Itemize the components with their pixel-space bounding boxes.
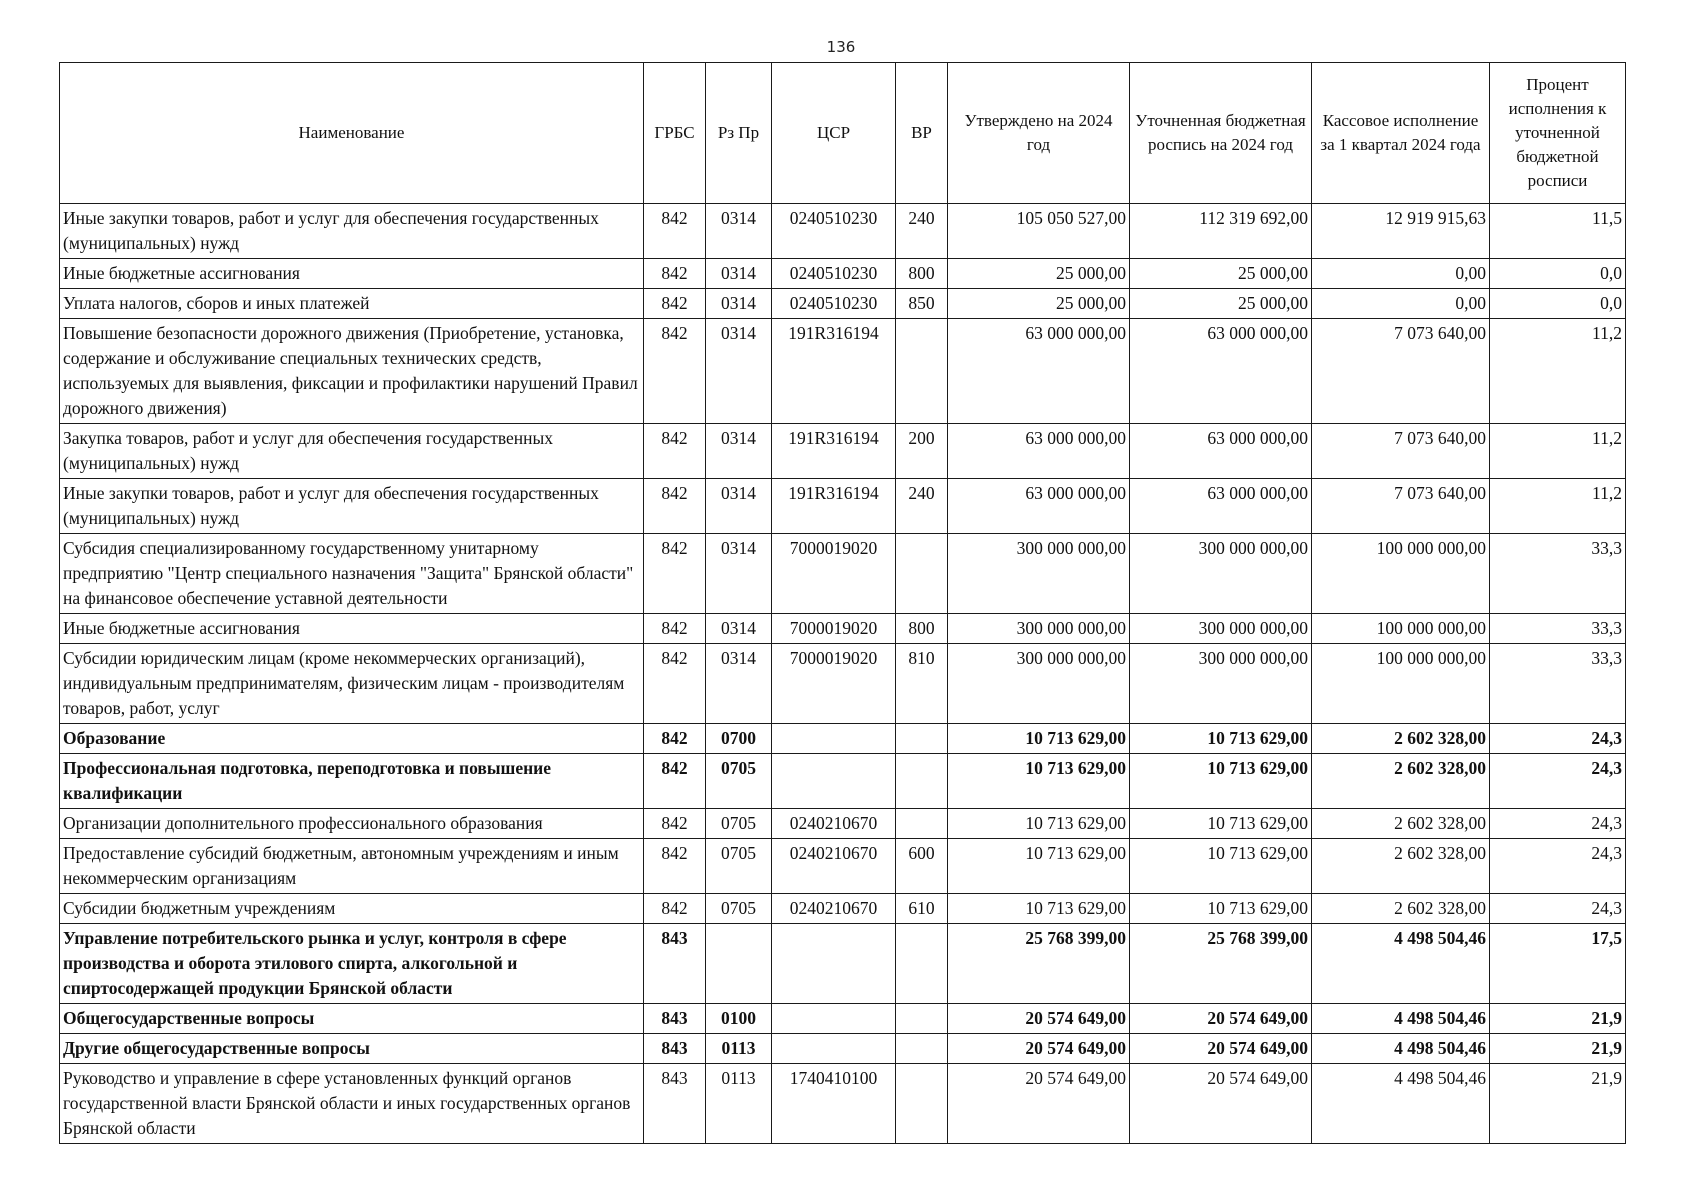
cell-grbs: 842 xyxy=(644,894,706,924)
cell-vr xyxy=(896,534,948,614)
cell-grbs: 843 xyxy=(644,1034,706,1064)
cell-csr: 191R316194 xyxy=(772,479,896,534)
cell-refined: 300 000 000,00 xyxy=(1130,644,1312,724)
cell-approved: 20 574 649,00 xyxy=(948,1004,1130,1034)
cell-executed: 2 602 328,00 xyxy=(1312,839,1490,894)
cell-name: Иные бюджетные ассигнования xyxy=(60,259,644,289)
cell-percent: 21,9 xyxy=(1490,1004,1626,1034)
cell-vr: 240 xyxy=(896,479,948,534)
cell-csr: 191R316194 xyxy=(772,424,896,479)
cell-approved: 10 713 629,00 xyxy=(948,894,1130,924)
cell-approved: 63 000 000,00 xyxy=(948,479,1130,534)
cell-refined: 20 574 649,00 xyxy=(1130,1034,1312,1064)
header-grbs: ГРБС xyxy=(644,63,706,204)
cell-vr xyxy=(896,924,948,1004)
cell-vr xyxy=(896,319,948,424)
cell-percent: 11,2 xyxy=(1490,479,1626,534)
cell-name: Предоставление субсидий бюджетным, автономным учреждениям и иным некоммерческим организациям xyxy=(60,839,644,894)
table-row xyxy=(60,289,1626,319)
cell-approved: 300 000 000,00 xyxy=(948,644,1130,724)
cell-name: Профессиональная подготовка, переподготовка и повышение квалификации xyxy=(60,754,644,809)
table-row xyxy=(60,894,1626,924)
header-refined: Уточненная бюджетная роспись на 2024 год xyxy=(1130,63,1312,204)
page-number: 136 xyxy=(826,38,856,56)
cell-refined: 10 713 629,00 xyxy=(1130,809,1312,839)
cell-rzpr: 0314 xyxy=(706,614,772,644)
cell-refined: 25 000,00 xyxy=(1130,289,1312,319)
cell-rzpr: 0113 xyxy=(706,1064,772,1144)
cell-csr xyxy=(772,1004,896,1034)
cell-grbs: 842 xyxy=(644,424,706,479)
cell-approved: 105 050 527,00 xyxy=(948,204,1130,259)
cell-executed: 100 000 000,00 xyxy=(1312,534,1490,614)
header-row xyxy=(60,63,1626,204)
cell-vr: 610 xyxy=(896,894,948,924)
cell-name: Другие общегосударственные вопросы xyxy=(60,1034,644,1064)
cell-executed: 0,00 xyxy=(1312,289,1490,319)
header-name: Наименование xyxy=(60,63,644,204)
cell-csr: 0240210670 xyxy=(772,839,896,894)
cell-name: Руководство и управление в сфере установленных функций органов государственной власти Брянской области и иных государственных органов Брянской области xyxy=(60,1064,644,1144)
cell-name: Иные закупки товаров, работ и услуг для обеспечения государственных (муниципальных) нужд xyxy=(60,479,644,534)
cell-rzpr: 0314 xyxy=(706,424,772,479)
cell-vr: 850 xyxy=(896,289,948,319)
cell-approved: 20 574 649,00 xyxy=(948,1034,1130,1064)
cell-grbs: 843 xyxy=(644,1064,706,1144)
cell-grbs: 842 xyxy=(644,259,706,289)
cell-approved: 25 000,00 xyxy=(948,259,1130,289)
cell-vr xyxy=(896,724,948,754)
budget-table xyxy=(59,62,1626,1144)
cell-name: Закупка товаров, работ и услуг для обеспечения государственных (муниципальных) нужд xyxy=(60,424,644,479)
cell-approved: 25 768 399,00 xyxy=(948,924,1130,1004)
table-row xyxy=(60,614,1626,644)
cell-name: Повышение безопасности дорожного движения (Приобретение, установка, содержание и обслуживание специальных технических средств, используемых для выявления, фиксации и профилактики нарушений Правил дорожного движения) xyxy=(60,319,644,424)
cell-executed: 7 073 640,00 xyxy=(1312,479,1490,534)
cell-refined: 20 574 649,00 xyxy=(1130,1004,1312,1034)
cell-percent: 11,2 xyxy=(1490,319,1626,424)
cell-name: Организации дополнительного профессионального образования xyxy=(60,809,644,839)
table-row xyxy=(60,319,1626,424)
cell-csr: 0240210670 xyxy=(772,894,896,924)
cell-grbs: 842 xyxy=(644,534,706,614)
cell-csr: 7000019020 xyxy=(772,644,896,724)
cell-approved: 10 713 629,00 xyxy=(948,724,1130,754)
cell-refined: 25 768 399,00 xyxy=(1130,924,1312,1004)
cell-name: Общегосударственные вопросы xyxy=(60,1004,644,1034)
cell-csr: 7000019020 xyxy=(772,534,896,614)
cell-name: Субсидии юридическим лицам (кроме некоммерческих организаций), индивидуальным предпринимателям, физическим лицам - производителям товаров, работ, услуг xyxy=(60,644,644,724)
cell-refined: 10 713 629,00 xyxy=(1130,724,1312,754)
cell-rzpr: 0705 xyxy=(706,754,772,809)
cell-rzpr: 0314 xyxy=(706,289,772,319)
cell-percent: 24,3 xyxy=(1490,839,1626,894)
cell-executed: 4 498 504,46 xyxy=(1312,1064,1490,1144)
cell-percent: 24,3 xyxy=(1490,724,1626,754)
cell-csr: 0240510230 xyxy=(772,259,896,289)
cell-rzpr: 0705 xyxy=(706,839,772,894)
cell-refined: 112 319 692,00 xyxy=(1130,204,1312,259)
cell-vr xyxy=(896,754,948,809)
cell-csr xyxy=(772,1034,896,1064)
cell-approved: 300 000 000,00 xyxy=(948,534,1130,614)
cell-csr: 0240510230 xyxy=(772,289,896,319)
cell-rzpr: 0314 xyxy=(706,479,772,534)
cell-vr: 240 xyxy=(896,204,948,259)
cell-executed: 100 000 000,00 xyxy=(1312,614,1490,644)
cell-grbs: 842 xyxy=(644,204,706,259)
cell-approved: 63 000 000,00 xyxy=(948,319,1130,424)
cell-grbs: 842 xyxy=(644,809,706,839)
cell-refined: 25 000,00 xyxy=(1130,259,1312,289)
cell-rzpr: 0705 xyxy=(706,894,772,924)
cell-csr: 0240510230 xyxy=(772,204,896,259)
cell-grbs: 842 xyxy=(644,754,706,809)
cell-vr: 600 xyxy=(896,839,948,894)
cell-name: Уплата налогов, сборов и иных платежей xyxy=(60,289,644,319)
header-csr: ЦСР xyxy=(772,63,896,204)
cell-executed: 7 073 640,00 xyxy=(1312,424,1490,479)
cell-executed: 0,00 xyxy=(1312,259,1490,289)
cell-name: Управление потребительского рынка и услуг, контроля в сфере производства и оборота этилового спирта, алкогольной и спиртосодержащей продукции Брянской области xyxy=(60,924,644,1004)
cell-executed: 4 498 504,46 xyxy=(1312,924,1490,1004)
cell-percent: 24,3 xyxy=(1490,754,1626,809)
cell-refined: 10 713 629,00 xyxy=(1130,894,1312,924)
cell-percent: 21,9 xyxy=(1490,1064,1626,1144)
cell-name: Образование xyxy=(60,724,644,754)
cell-rzpr: 0314 xyxy=(706,204,772,259)
cell-executed: 100 000 000,00 xyxy=(1312,644,1490,724)
table-row xyxy=(60,204,1626,259)
cell-vr xyxy=(896,1064,948,1144)
table-row xyxy=(60,1004,1626,1034)
cell-refined: 63 000 000,00 xyxy=(1130,424,1312,479)
cell-grbs: 843 xyxy=(644,924,706,1004)
cell-percent: 17,5 xyxy=(1490,924,1626,1004)
table-row xyxy=(60,259,1626,289)
cell-percent: 24,3 xyxy=(1490,894,1626,924)
cell-csr: 7000019020 xyxy=(772,614,896,644)
cell-csr: 0240210670 xyxy=(772,809,896,839)
cell-rzpr: 0314 xyxy=(706,259,772,289)
cell-percent: 33,3 xyxy=(1490,534,1626,614)
cell-vr xyxy=(896,809,948,839)
cell-rzpr: 0314 xyxy=(706,319,772,424)
cell-refined: 10 713 629,00 xyxy=(1130,754,1312,809)
cell-percent: 33,3 xyxy=(1490,644,1626,724)
cell-executed: 4 498 504,46 xyxy=(1312,1004,1490,1034)
cell-approved: 63 000 000,00 xyxy=(948,424,1130,479)
cell-percent: 0,0 xyxy=(1490,259,1626,289)
header-approved: Утверждено на 2024 год xyxy=(948,63,1130,204)
cell-approved: 10 713 629,00 xyxy=(948,809,1130,839)
cell-executed: 7 073 640,00 xyxy=(1312,319,1490,424)
header-rzpr: Рз Пр xyxy=(706,63,772,204)
table-row xyxy=(60,1064,1626,1144)
cell-rzpr: 0314 xyxy=(706,534,772,614)
cell-approved: 300 000 000,00 xyxy=(948,614,1130,644)
cell-vr: 200 xyxy=(896,424,948,479)
cell-percent: 11,5 xyxy=(1490,204,1626,259)
cell-name: Иные закупки товаров, работ и услуг для обеспечения государственных (муниципальных) нужд xyxy=(60,204,644,259)
cell-csr xyxy=(772,924,896,1004)
cell-grbs: 842 xyxy=(644,614,706,644)
cell-vr xyxy=(896,1004,948,1034)
table-row xyxy=(60,424,1626,479)
cell-grbs: 842 xyxy=(644,319,706,424)
cell-percent: 24,3 xyxy=(1490,809,1626,839)
cell-percent: 21,9 xyxy=(1490,1034,1626,1064)
table-row xyxy=(60,839,1626,894)
table-body xyxy=(60,204,1626,1144)
cell-rzpr: 0700 xyxy=(706,724,772,754)
table-row xyxy=(60,809,1626,839)
cell-grbs: 842 xyxy=(644,479,706,534)
cell-refined: 63 000 000,00 xyxy=(1130,479,1312,534)
cell-refined: 63 000 000,00 xyxy=(1130,319,1312,424)
cell-rzpr: 0100 xyxy=(706,1004,772,1034)
table-row xyxy=(60,924,1626,1004)
cell-grbs: 842 xyxy=(644,724,706,754)
table-row xyxy=(60,724,1626,754)
header-percent: Процент исполнения к уточненной бюджетной росписи xyxy=(1490,63,1626,204)
cell-rzpr: 0314 xyxy=(706,644,772,724)
cell-executed: 4 498 504,46 xyxy=(1312,1034,1490,1064)
cell-csr xyxy=(772,724,896,754)
cell-approved: 20 574 649,00 xyxy=(948,1064,1130,1144)
cell-csr: 1740410100 xyxy=(772,1064,896,1144)
cell-name: Иные бюджетные ассигнования xyxy=(60,614,644,644)
cell-vr xyxy=(896,1034,948,1064)
cell-name: Субсидия специализированному государственному унитарному предприятию "Центр специального назначения "Защита" Брянской области" на финансовое обеспечение уставной деятельности xyxy=(60,534,644,614)
cell-vr: 800 xyxy=(896,614,948,644)
table-row xyxy=(60,479,1626,534)
cell-approved: 10 713 629,00 xyxy=(948,839,1130,894)
cell-executed: 2 602 328,00 xyxy=(1312,809,1490,839)
cell-percent: 33,3 xyxy=(1490,614,1626,644)
cell-approved: 25 000,00 xyxy=(948,289,1130,319)
cell-rzpr: 0113 xyxy=(706,1034,772,1064)
cell-grbs: 842 xyxy=(644,839,706,894)
cell-rzpr: 0705 xyxy=(706,809,772,839)
cell-csr xyxy=(772,754,896,809)
table-row xyxy=(60,644,1626,724)
cell-executed: 2 602 328,00 xyxy=(1312,724,1490,754)
cell-refined: 10 713 629,00 xyxy=(1130,839,1312,894)
cell-refined: 300 000 000,00 xyxy=(1130,534,1312,614)
table-row xyxy=(60,534,1626,614)
table-row xyxy=(60,1034,1626,1064)
header-executed: Кассовое исполнение за 1 квартал 2024 года xyxy=(1312,63,1490,204)
cell-percent: 0,0 xyxy=(1490,289,1626,319)
header-vr: ВР xyxy=(896,63,948,204)
cell-name: Субсидии бюджетным учреждениям xyxy=(60,894,644,924)
cell-rzpr xyxy=(706,924,772,1004)
cell-refined: 20 574 649,00 xyxy=(1130,1064,1312,1144)
cell-executed: 12 919 915,63 xyxy=(1312,204,1490,259)
cell-grbs: 842 xyxy=(644,289,706,319)
cell-vr: 800 xyxy=(896,259,948,289)
cell-refined: 300 000 000,00 xyxy=(1130,614,1312,644)
cell-grbs: 843 xyxy=(644,1004,706,1034)
cell-vr: 810 xyxy=(896,644,948,724)
cell-approved: 10 713 629,00 xyxy=(948,754,1130,809)
cell-csr: 191R316194 xyxy=(772,319,896,424)
table-row xyxy=(60,754,1626,809)
cell-executed: 2 602 328,00 xyxy=(1312,894,1490,924)
cell-grbs: 842 xyxy=(644,644,706,724)
cell-executed: 2 602 328,00 xyxy=(1312,754,1490,809)
cell-percent: 11,2 xyxy=(1490,424,1626,479)
